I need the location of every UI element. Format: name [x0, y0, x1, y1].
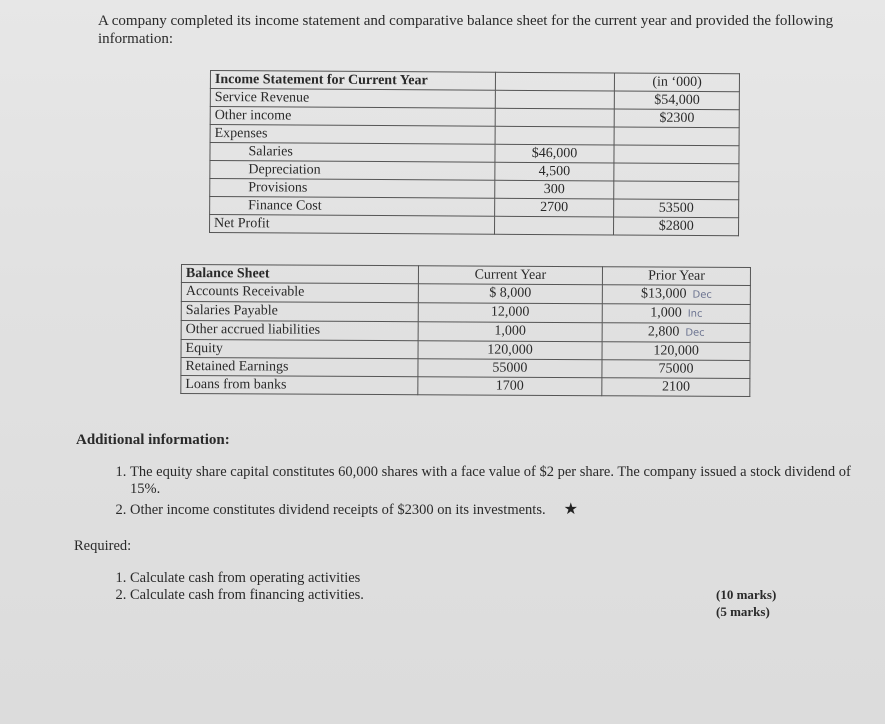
star-icon: ★ — [563, 501, 578, 518]
income-label: Depreciation — [210, 161, 495, 181]
balance-label: Accounts Receivable — [181, 283, 418, 303]
balance-prior-value: 120,000 — [653, 343, 699, 359]
intro-text: A company completed its income statement and comparative balance sheet for the current year and provided the following information: — [98, 13, 834, 47]
income-unit: (in ‘000) — [615, 73, 740, 92]
balance-prior-value: 1,000 — [650, 305, 682, 321]
balance-current-value: 120,000 — [418, 341, 603, 360]
balance-prior-cell — [602, 323, 750, 343]
balance-label: Loans from banks — [181, 376, 418, 395]
col-current-year: Current Year — [418, 266, 603, 285]
additional-info-item-1: 1. The equity share capital constitutes 60,000 shares with a face value of $2 per share. The company issued a stock dividend of 15%. — [130, 464, 870, 498]
balance-label: Salaries Payable — [181, 302, 418, 322]
balance-prior-value: 75000 — [658, 361, 694, 377]
balance-prior-cell — [603, 285, 751, 305]
marks-financing: (5 marks) — [716, 604, 770, 619]
income-mid-value: 300 — [494, 180, 614, 199]
balance-current-value: 1700 — [417, 377, 602, 396]
handwritten-note: Dec — [685, 327, 705, 339]
balance-label: Retained Earnings — [181, 358, 418, 377]
balance-prior-cell — [602, 378, 750, 397]
income-right-value — [614, 181, 739, 200]
income-mid-value: 4,500 — [495, 162, 615, 181]
income-label: Other income — [210, 107, 495, 127]
balance-label: Other accrued liabilities — [181, 321, 418, 341]
table-row — [210, 215, 739, 236]
balance-current-value: 12,000 — [418, 303, 603, 323]
balance-prior-cell — [602, 304, 750, 324]
income-mid-value: $46,000 — [495, 144, 615, 163]
handwritten-note: Inc — [687, 308, 703, 320]
balance-sheet-table — [180, 264, 751, 397]
income-mid-value — [495, 90, 615, 109]
income-label: Finance Cost — [210, 197, 495, 217]
required-heading: Required: — [74, 538, 132, 554]
additional-info-heading: Additional information: — [76, 432, 230, 448]
task-financing: 2. Calculate cash from financing activities. — [130, 587, 364, 604]
balance-prior-value: 2100 — [661, 379, 691, 395]
balance-prior-cell — [602, 342, 750, 361]
balance-header-row — [181, 265, 750, 286]
income-right-value: $2800 — [614, 217, 739, 236]
balance-title: Balance Sheet — [181, 265, 418, 284]
income-label: Provisions — [210, 179, 495, 199]
income-mid-value — [494, 216, 614, 235]
income-statement-table — [209, 70, 740, 236]
table-row — [181, 358, 750, 379]
income-label: Net Profit — [210, 215, 495, 235]
income-mid-value — [495, 126, 615, 145]
task-operating: 1. Calculate cash from operating activities — [130, 570, 364, 587]
income-header-mid — [495, 72, 615, 91]
income-title: Income Statement for Current Year — [210, 71, 495, 91]
income-mid-value: 2700 — [494, 198, 614, 217]
marks-operating: (10 marks) — [716, 587, 777, 602]
income-mid-value — [495, 108, 615, 127]
income-label: Service Revenue — [210, 89, 495, 109]
income-right-value — [614, 163, 739, 182]
income-right-value — [614, 127, 739, 146]
table-row — [181, 376, 750, 397]
balance-label: Equity — [181, 340, 418, 359]
marks-column — [716, 586, 776, 620]
income-right-value: 53500 — [614, 199, 739, 218]
balance-prior-value: 2,800 — [647, 324, 680, 340]
additional-info-list — [98, 464, 870, 522]
income-label: Salaries — [210, 143, 495, 163]
income-right-value: $54,000 — [615, 91, 740, 110]
balance-current-value: 1,000 — [418, 322, 603, 342]
balance-current-value: 55000 — [418, 359, 603, 378]
additional-info-item-2: 2. Other income constitutes dividend receipts of $2300 on its investments. ★ — [130, 501, 870, 519]
balance-current-value: $ 8,000 — [418, 284, 603, 304]
balance-prior-value: $13,000 — [640, 286, 687, 302]
balance-prior-cell — [602, 360, 750, 379]
col-prior-year: Prior Year — [603, 267, 751, 286]
income-right-value — [614, 145, 739, 164]
income-label: Expenses — [210, 125, 495, 145]
handwritten-note: Dec — [692, 289, 712, 301]
income-right-value: $2300 — [614, 109, 739, 128]
required-tasks-list — [100, 570, 364, 604]
